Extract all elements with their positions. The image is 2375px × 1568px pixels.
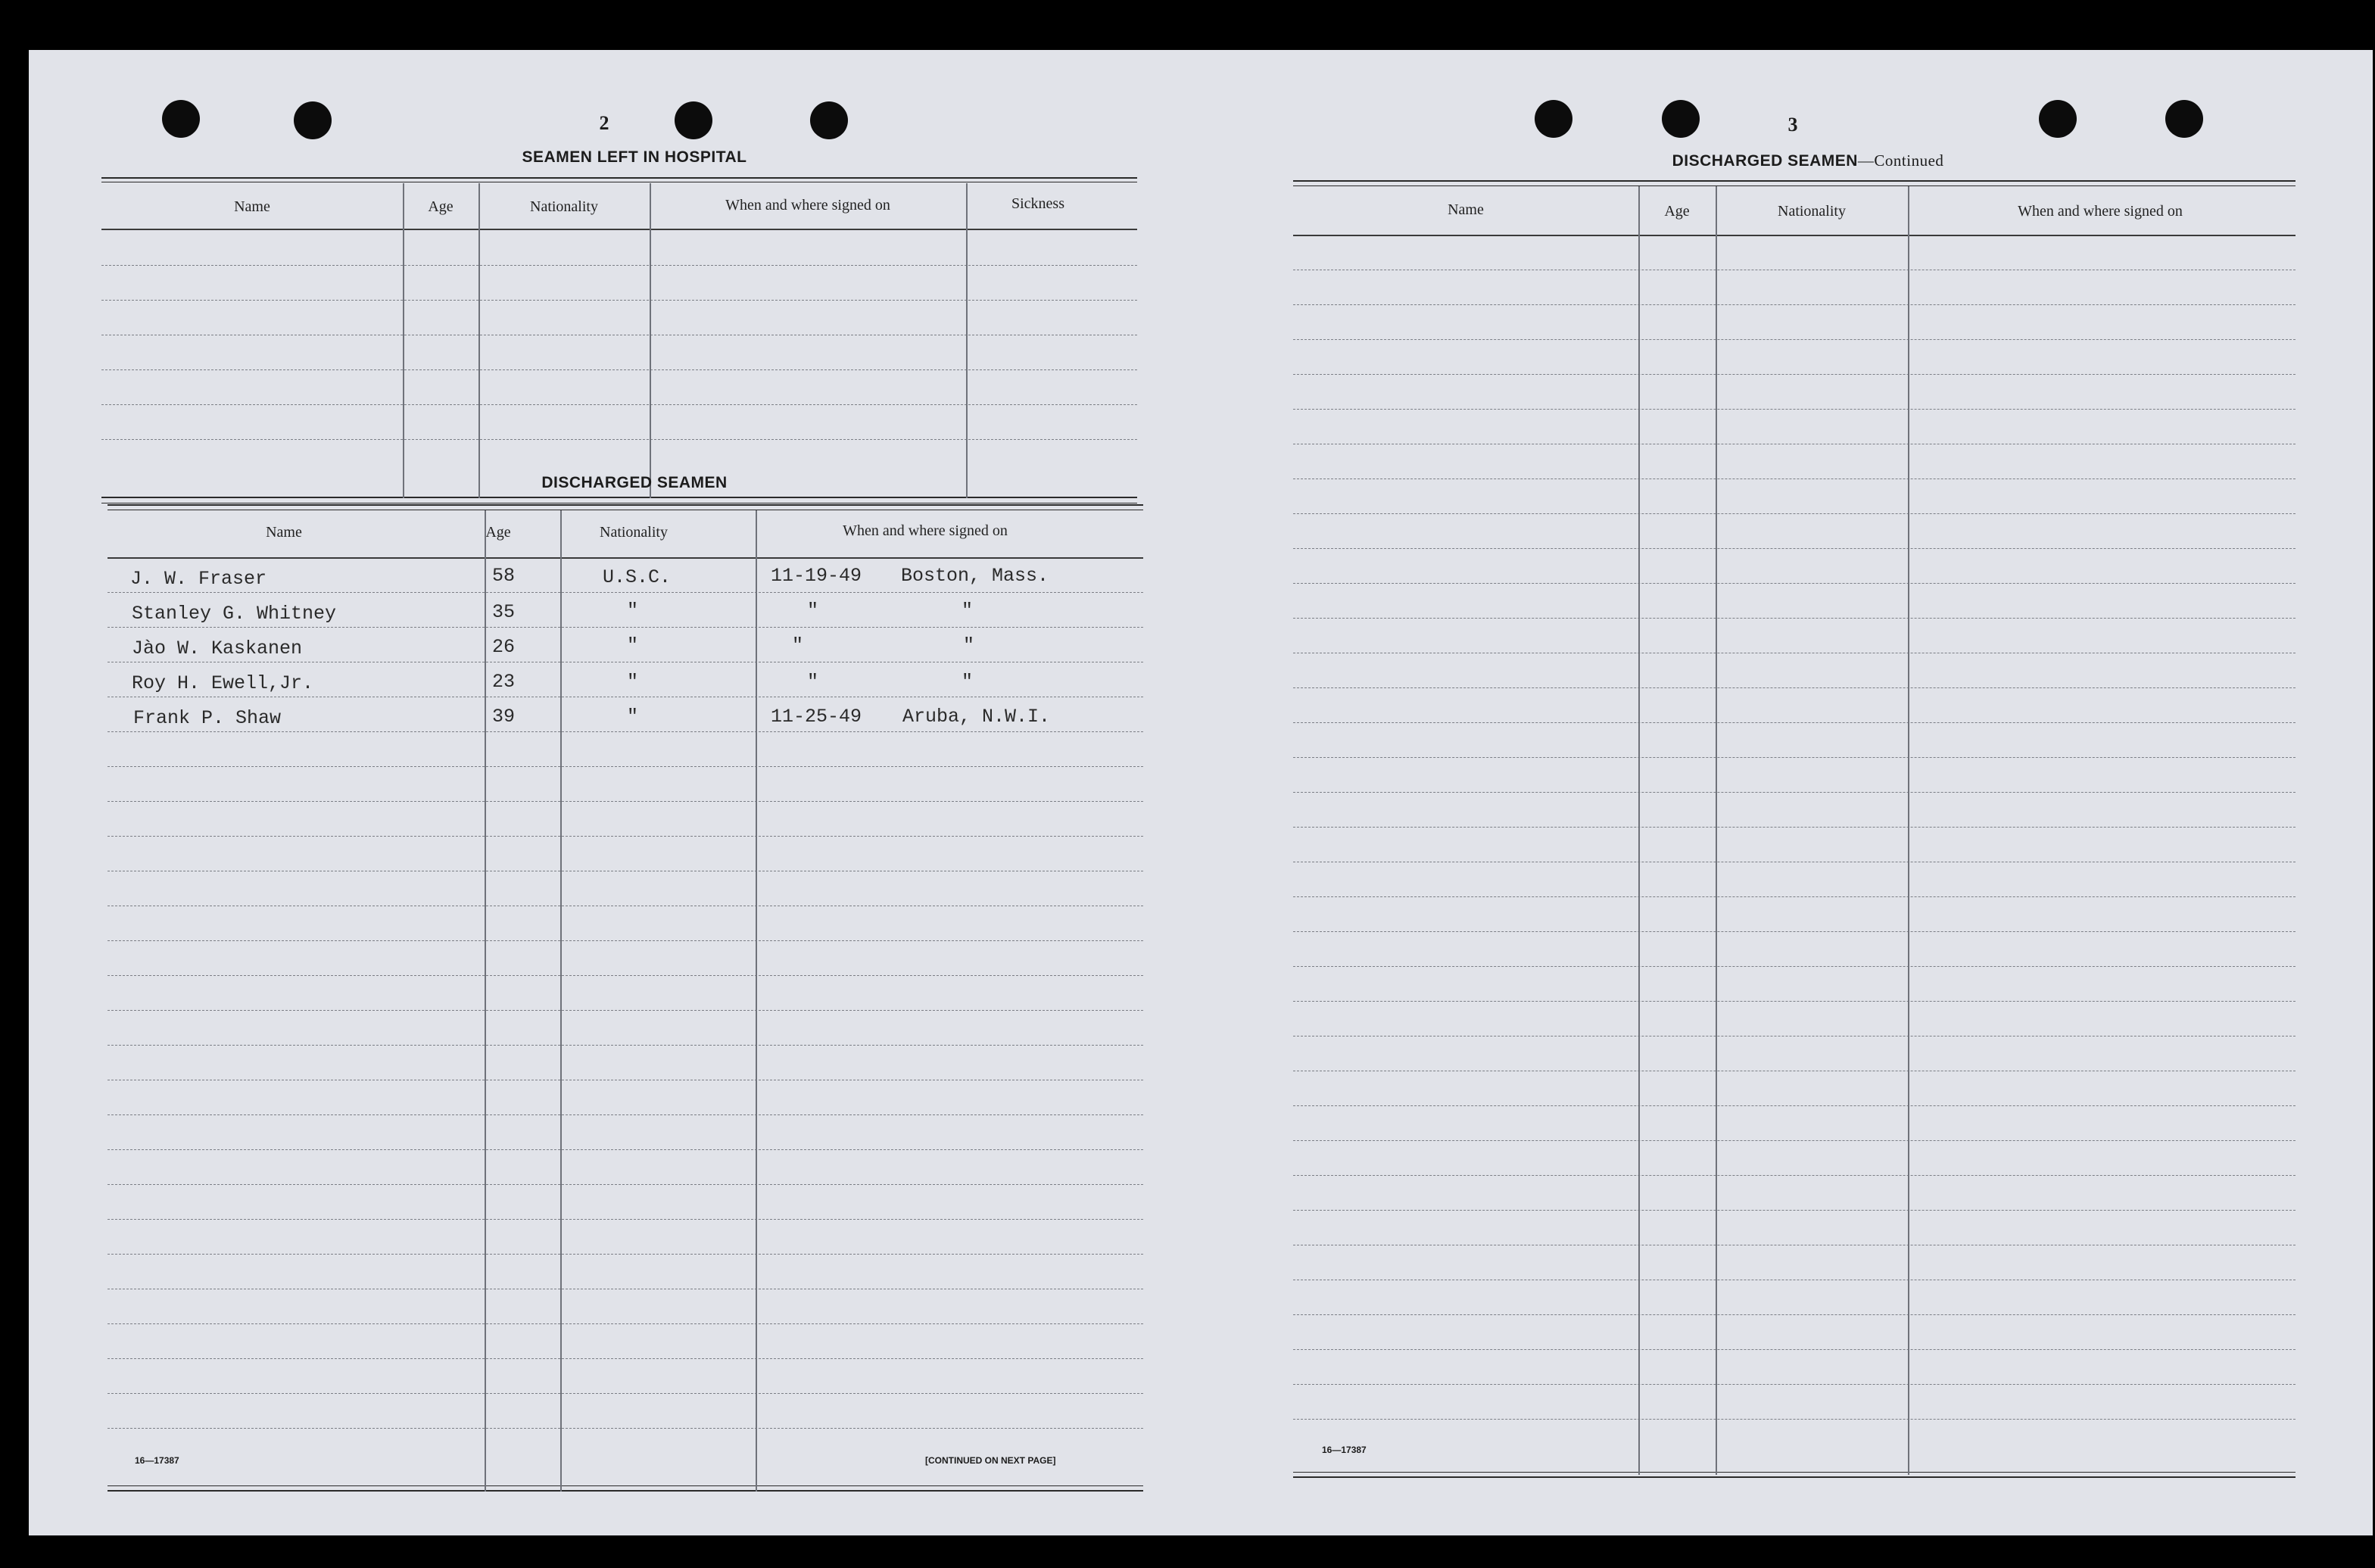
discharged-section-title: DISCHARGED SEAMEN	[541, 474, 728, 491]
seaman-nationality: U.S.C.	[603, 566, 672, 588]
seaman-age: 23	[492, 671, 516, 693]
seaman-name: Frank P. Shaw	[133, 707, 282, 729]
seaman-nationality: "	[627, 706, 639, 728]
column-header: Nationality	[530, 198, 598, 215]
seaman-name: Stanley G. Whitney	[132, 603, 337, 625]
signed-on-date: 11-19-49	[771, 565, 862, 587]
discharged-continued-table	[1293, 180, 2296, 1482]
column-header: Name	[266, 524, 302, 541]
column-header: Age	[428, 198, 453, 215]
signed-on-place: Aruba, N.W.I.	[902, 706, 1051, 728]
signed-on-place: Boston, Mass.	[901, 565, 1049, 587]
column-header: When and where signed on	[843, 522, 1008, 539]
hospital-table	[101, 177, 1137, 510]
signed-on-date: "	[807, 600, 819, 622]
column-header: When and where signed on	[2018, 203, 2183, 220]
seaman-nationality: "	[627, 671, 639, 693]
seaman-nationality: "	[627, 634, 639, 656]
continued-note: [CONTINUED ON NEXT PAGE]	[925, 1455, 1056, 1466]
signed-on-place: "	[962, 671, 974, 693]
right-page	[1195, 50, 2373, 1535]
page-number: 2	[599, 112, 609, 134]
column-header: Nationality	[1778, 203, 1846, 220]
seaman-name: Roy H. Ewell,Jr.	[132, 672, 314, 694]
seaman-name: Jào W. Kaskanen	[132, 637, 303, 659]
signed-on-date: "	[807, 671, 819, 693]
seaman-age: 26	[492, 636, 516, 658]
signed-on-date: "	[792, 634, 804, 656]
discharged-table	[108, 504, 1143, 1495]
left-page	[29, 50, 1195, 1535]
form-number: 16—17387	[1322, 1445, 1367, 1455]
form-number: 16—17387	[135, 1455, 179, 1466]
title-suffix: —Continued	[1857, 151, 1944, 170]
seaman-nationality: "	[627, 600, 639, 622]
seaman-age: 39	[492, 706, 516, 728]
column-header: Name	[1448, 201, 1484, 218]
seaman-name: J. W. Fraser	[130, 568, 267, 590]
document-sheet	[29, 50, 2373, 1535]
seaman-age: 35	[492, 601, 516, 623]
column-header: Name	[234, 198, 270, 215]
discharged-continued-title	[1513, 151, 2103, 170]
column-header: Age	[485, 524, 511, 541]
column-header: Sickness	[1011, 195, 1064, 212]
title-main: DISCHARGED SEAMEN	[1672, 152, 1858, 170]
signed-on-place: "	[962, 600, 974, 622]
hospital-section-title: SEAMEN LEFT IN HOSPITAL	[522, 148, 747, 166]
signed-on-date: 11-25-49	[771, 706, 862, 728]
column-header: Nationality	[600, 524, 668, 541]
column-header: When and where signed on	[725, 197, 890, 214]
column-header: Age	[1664, 203, 1690, 220]
signed-on-place: "	[963, 634, 975, 656]
page-number: 3	[1787, 114, 1798, 136]
seaman-age: 58	[492, 565, 516, 587]
